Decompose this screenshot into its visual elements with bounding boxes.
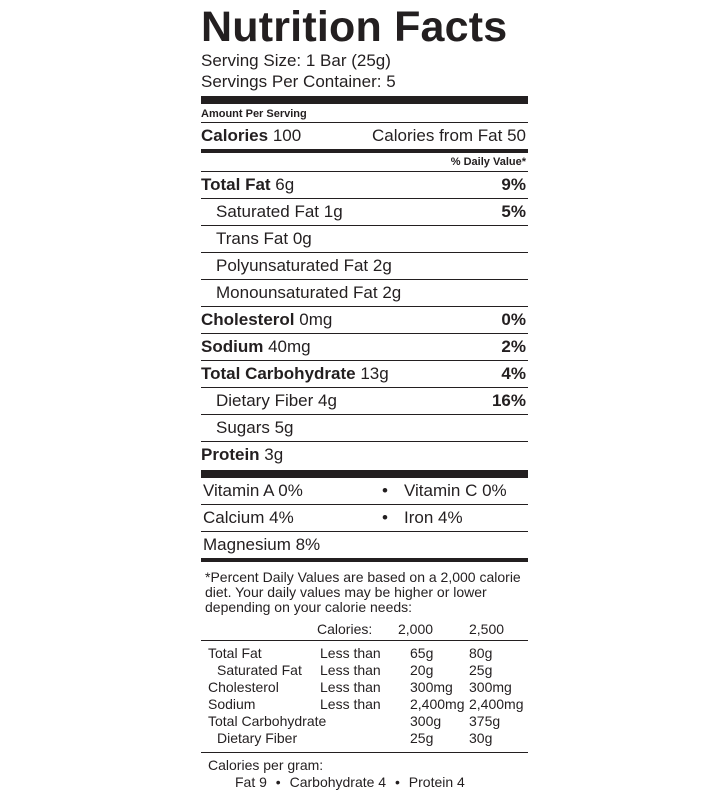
table-cell-v2: 300mg: [469, 679, 512, 695]
nutrient-row-cholesterol: [201, 307, 528, 333]
cpg-protein: Protein 4: [408, 774, 465, 790]
table-row: [201, 730, 528, 747]
table-header: [201, 621, 528, 638]
calories-per-gram-values: [208, 774, 528, 791]
bullet: •: [382, 508, 388, 527]
daily-value-footnote: *Percent Daily Values are based on a 2,000 calorie diet. Your daily values may be higher or lower depending on your calorie needs:: [205, 569, 521, 615]
calcium: Calcium 4%: [203, 508, 294, 527]
nutrient-amount: 0g: [292, 229, 312, 248]
nutrient-row-dietary-fiber: [201, 388, 528, 414]
nutrient-row-sodium: [201, 334, 528, 360]
table-cell-v2: 30g: [469, 730, 493, 746]
nutrient-name: Dietary Fiber: [216, 391, 319, 410]
table-cell-v2: 25g: [469, 662, 493, 678]
table-row: [201, 696, 528, 713]
nutrient-amount: 5g: [274, 418, 294, 437]
nutrient-row-protein: [201, 442, 528, 468]
nutrient-dv: 16%: [491, 391, 526, 410]
table-col-2000: 2,000: [398, 621, 434, 637]
table-cell-v1: 65g: [410, 645, 434, 661]
nutrient-row-monounsaturated-fat: [201, 280, 528, 306]
nutrient-name: Saturated Fat: [216, 202, 324, 221]
calories-value: 100: [272, 126, 302, 145]
table-cell-v1: 20g: [410, 662, 434, 678]
calories-label: Calories: [201, 126, 273, 145]
divider-thick: [201, 470, 528, 478]
table-cell-name: Cholesterol: [208, 679, 279, 695]
cpg-carb: Carbohydrate 4: [289, 774, 387, 790]
divider-thick: [201, 96, 528, 104]
table-cell-v1: 25g: [410, 730, 434, 746]
daily-values-table: [201, 621, 528, 747]
nutrient-name: Total Fat: [201, 175, 276, 194]
table-cell-name: Total Fat: [208, 645, 262, 661]
nutrient-amount: 13g: [360, 364, 389, 383]
nutrition-facts-label: [201, 2, 528, 791]
label-title: Nutrition Facts: [201, 3, 508, 51]
bullet: •: [395, 774, 400, 790]
table-cell-v1: 300g: [410, 713, 442, 729]
bullet: •: [275, 774, 281, 790]
nutrient-row-sugars: [201, 415, 528, 441]
table-cell-v1: 2,400mg: [410, 696, 465, 712]
nutrient-name: Cholesterol: [201, 310, 300, 329]
table-cell-cmp: Less than: [320, 662, 381, 678]
cpg-fat: Fat 9: [235, 774, 267, 790]
table-row: [201, 713, 528, 730]
vitamin-c: Vitamin C 0%: [404, 481, 507, 500]
nutrient-name: Sodium: [201, 337, 269, 356]
table-cell-v1: 300mg: [410, 679, 453, 695]
table-cell-name: Saturated Fat: [217, 662, 302, 678]
vitamin-row-2: [201, 505, 528, 531]
table-cell-cmp: Less than: [320, 645, 381, 661]
calories-from-fat: Calories from Fat 50: [372, 126, 526, 145]
nutrient-row-total-fat: [201, 172, 528, 198]
nutrient-dv: 9%: [501, 175, 526, 194]
serving-size: Serving Size: 1 Bar (25g): [201, 51, 391, 70]
nutrient-amount: 2g: [382, 283, 402, 302]
table-row: [201, 679, 528, 696]
table-cell-cmp: Less than: [320, 696, 381, 712]
nutrient-name: Protein: [201, 445, 265, 464]
amount-per-serving: Amount Per Serving: [201, 108, 307, 120]
bullet: •: [382, 481, 388, 500]
nutrient-dv: 5%: [501, 202, 526, 221]
nutrient-amount: 1g: [323, 202, 343, 221]
nutrient-amount: 0mg: [299, 310, 333, 329]
table-cell-name: Total Carbohydrate: [208, 713, 327, 729]
calories-per-gram: [201, 753, 528, 791]
nutrient-name: Monounsaturated Fat: [216, 283, 383, 302]
iron: Iron 4%: [404, 508, 463, 527]
nutrient-dv: 0%: [501, 310, 526, 329]
nutrient-amount: 40mg: [268, 337, 311, 356]
nutrient-row-polyunsaturated-fat: [201, 253, 528, 279]
nutrient-row-total-carbohydrate: [201, 361, 528, 387]
daily-value-header: % Daily Value*: [450, 156, 526, 168]
nutrient-name: Polyunsaturated Fat: [216, 256, 373, 275]
nutrient-name: Total Carbohydrate: [201, 364, 361, 383]
calories-per-gram-label: Calories per gram:: [208, 757, 324, 773]
magnesium: Magnesium 8%: [203, 535, 321, 554]
nutrient-amount: 2g: [372, 256, 392, 275]
table-cell-v2: 2,400mg: [469, 696, 524, 712]
nutrient-row-trans-fat: [201, 226, 528, 252]
nutrient-dv: 2%: [501, 337, 526, 356]
servings-per-container: Servings Per Container: 5: [201, 72, 396, 91]
vitamin-row-1: [201, 478, 528, 504]
table-row: [201, 645, 528, 662]
nutrient-name: Trans Fat: [216, 229, 293, 248]
table-cell-v2: 80g: [469, 645, 493, 661]
nutrient-row-saturated-fat: [201, 199, 528, 225]
vitamin-a: Vitamin A 0%: [203, 481, 303, 500]
calories-row: [201, 123, 528, 149]
table-cell-name: Sodium: [208, 696, 256, 712]
vitamin-row-3: [201, 532, 528, 558]
table-col-2500: 2,500: [469, 621, 505, 637]
table-cell-name: Dietary Fiber: [217, 730, 298, 746]
table-calories-label: Calories:: [317, 621, 373, 637]
nutrient-amount: 3g: [264, 445, 284, 464]
nutrient-name: Sugars: [216, 418, 275, 437]
nutrient-dv: 4%: [501, 364, 526, 383]
nutrient-amount: 6g: [275, 175, 295, 194]
table-row: [201, 662, 528, 679]
nutrient-amount: 4g: [318, 391, 337, 410]
table-cell-v2: 375g: [469, 713, 501, 729]
table-cell-cmp: Less than: [320, 679, 381, 695]
